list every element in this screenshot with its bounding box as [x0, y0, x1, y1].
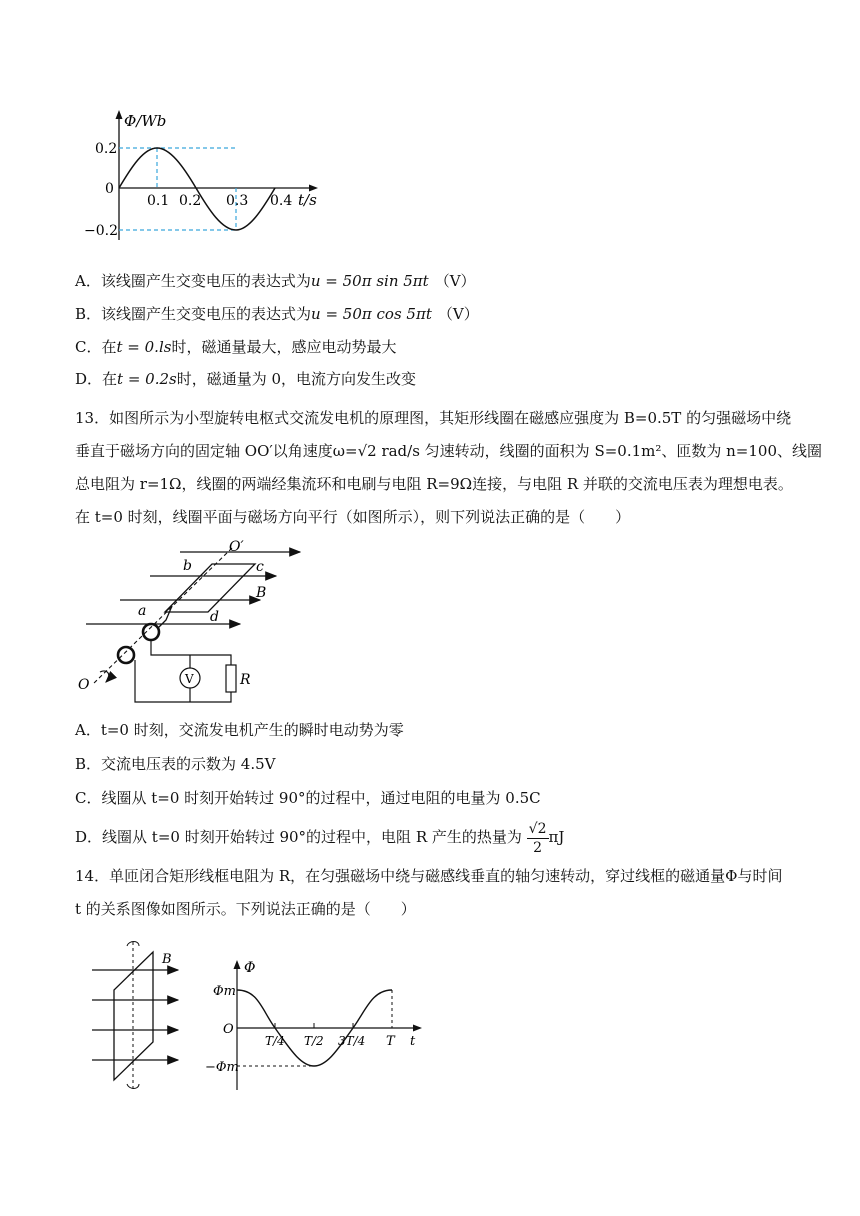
graph1-ytick: 0 — [105, 181, 114, 197]
q12-option-b: B．该线圈产生交变电压的表达式为u = 50π cos 5πt （V） — [75, 305, 479, 323]
fraction: $\frac{√2}{2}$ — [528, 820, 547, 856]
svg-text:B: B — [256, 585, 267, 601]
svg-text:b: b — [183, 558, 192, 574]
svg-text:t: t — [410, 1034, 416, 1049]
frame-and-flux-graph — [85, 935, 430, 1100]
svg-text:B: B — [162, 952, 172, 967]
q13-option-c: C．线圈从 t=0 时刻开始转过 90°的过程中，通过电阻的电量为 0.5C — [75, 789, 541, 807]
flux-time-graph-1 — [82, 105, 332, 265]
q12-option-a: A．该线圈产生交变电压的表达式为u = 50π sin 5πt （V） — [75, 272, 476, 290]
graph1-ylabel: Φ/Wb — [124, 112, 167, 130]
svg-text:O′: O′ — [229, 539, 244, 555]
svg-text:V: V — [185, 672, 194, 686]
q13-line: 13．如图所示为小型旋转电枢式交流发电机的原理图，其矩形线圈在磁感应强度为 B=0.5T 的匀强磁场中绕 — [75, 409, 792, 427]
graph1-ytick: −0.2 — [84, 223, 118, 239]
svg-text:Φ: Φ — [244, 960, 256, 976]
q13-option-b: B．交流电压表的示数为 4.5V — [75, 755, 276, 773]
svg-text:−Φm: −Φm — [205, 1060, 239, 1075]
q14-line: 14．单匝闭合矩形线框电阻为 R，在匀强磁场中绕与磁感线垂直的轴匀速转动，穿过线框的磁通量Φ与时间 — [75, 867, 783, 885]
graph1-xtick: 0.4 — [270, 193, 293, 209]
q14-line: t 的关系图像如图所示。下列说法正确的是（ ） — [75, 900, 416, 918]
q13-option-d: D．线圈从 t=0 时刻开始转过 90°的过程中，电阻 R 产生的热量为 $\frac{√2}{2}$ πJ — [75, 820, 565, 856]
svg-text:3T/4: 3T/4 — [338, 1034, 366, 1048]
q13-stem — [75, 402, 823, 534]
svg-text:c: c — [256, 559, 264, 575]
svg-text:Φm: Φm — [213, 984, 236, 999]
sine-curve — [119, 148, 275, 230]
svg-text:T/4: T/4 — [265, 1034, 285, 1048]
svg-text:O: O — [78, 677, 90, 693]
q13-line: 在 t=0 时刻，线圈平面与磁场方向平行（如图所示），则下列说法正确的是（ ） — [75, 508, 631, 526]
graph1-xtick: 0.3 — [226, 193, 249, 209]
q13-line: 垂直于磁场方向的固定轴 OO′以角速度ω=√2 rad/s 匀速转动，线圈的面积为 S=0.1m²、匝数为 n=100、线圈 — [75, 442, 823, 460]
q13-option-a: A．t=0 时刻，交流发电机产生的瞬时电动势为零 — [75, 721, 404, 739]
svg-text:d: d — [210, 609, 219, 625]
svg-text:a: a — [138, 603, 147, 619]
svg-text:T/2: T/2 — [304, 1034, 324, 1048]
svg-text:T: T — [386, 1034, 395, 1049]
generator-diagram — [75, 535, 315, 710]
graph1-xtick: 0.2 — [179, 193, 202, 209]
graph1-xlabel: t/s — [298, 191, 317, 209]
svg-text:R: R — [240, 672, 251, 688]
svg-text:O: O — [223, 1022, 234, 1037]
graph1-xtick: 0.1 — [147, 193, 170, 209]
q12-option-d: D．在t = 0.2s时，磁通量为 0，电流方向发生改变 — [75, 370, 417, 388]
graph1-ytick: 0.2 — [95, 141, 118, 157]
q14-stem — [75, 860, 785, 926]
q12-option-c: C．在t = 0.ls时，磁通量最大，感应电动势最大 — [75, 338, 397, 356]
q13-line: 总电阻为 r=1Ω，线圈的两端经集流环和电刷与电阻 R=9Ω连接，与电阻 R 并联的交流电压表为理想电表。 — [75, 475, 793, 493]
